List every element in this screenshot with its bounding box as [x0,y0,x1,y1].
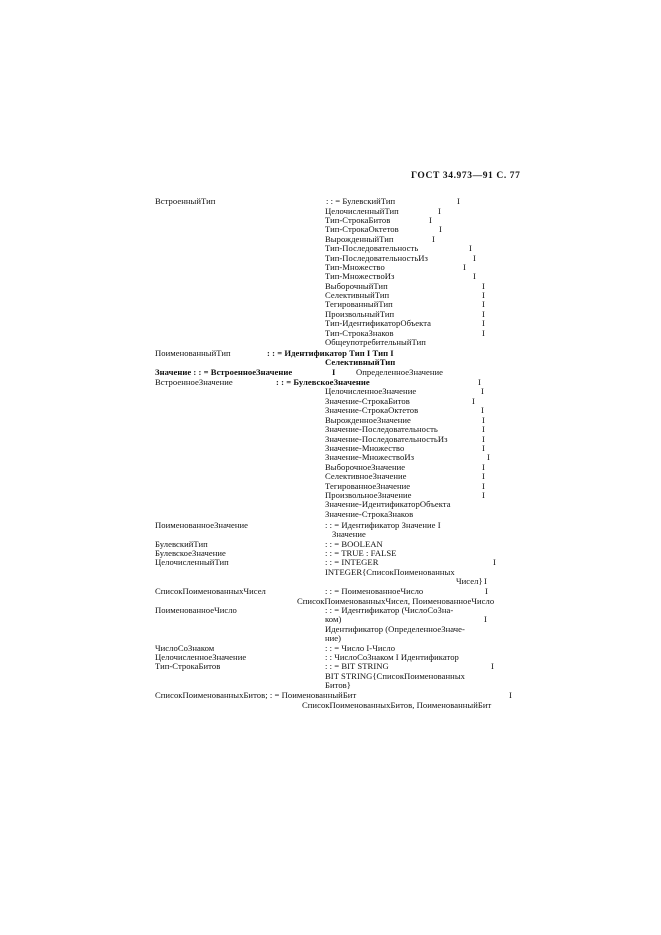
bnf-alternative: Значение-ИдентификаторОбъекта [325,499,451,509]
bnf-alternative: ТегированныйТип [325,299,393,309]
bnf-alternative: СписокПоименованныхБитов, ПоименованныйБит [302,700,492,710]
bnf-alternative: ЦелочисленныйТип [325,206,399,216]
bnf-alternative: Значение-Последовательность [325,424,438,434]
bnf-bar: I [509,690,512,700]
bnf-alternative: СелективноеЗначение [325,471,407,481]
bnf-rule: : : = ПоименованноеЧисло [325,586,424,596]
bnf-nonterminal: БулевскоеЗначение [155,548,226,558]
bnf-rule: : : = БулевскийТип [326,196,396,206]
bnf-bar: I [439,224,442,234]
bnf-alternative: ВырожденноеЗначение [325,415,411,425]
bnf-bar: I [482,434,485,444]
bnf-alternative: Значение-МножествоИз [325,452,415,462]
bnf-bar: I [482,299,485,309]
bnf-alternative: Тип-СтрокаЗнаков [325,328,394,338]
bnf-alternative: ние) [325,633,342,643]
bnf-alternative: Чисел} [456,576,483,586]
bnf-alternative: ОпределенноеЗначение [356,367,444,377]
bnf-alternative: Битов} [325,680,351,690]
bnf-bar: I [482,281,485,291]
bnf-alternative: Значение [332,529,366,539]
bnf-alternative: ПроизвольноеЗначение [325,490,412,500]
bnf-alternative: Тип-МножествоИз [325,271,395,281]
bnf-bar: I [478,377,481,387]
bnf-rule: Значение : : = ВстроенноеЗначение [155,367,293,377]
bnf-alternative: BIT STRING{СписокПоименованных [325,671,465,681]
bnf-nonterminal: ПоименованноеЧисло [155,605,237,615]
bnf-nonterminal: ЧислоСоЗнаком [155,643,215,653]
bnf-rule: СписокПоименованныхБитов; : = ПоименованныйБит [155,690,357,700]
bnf-bar: I [429,215,432,225]
bnf-nonterminal: ЦелочисленныйТип [155,557,229,567]
bnf-nonterminal: СписокПоименованныхЧисел [155,586,266,596]
bnf-rule: : : = Идентификатор Значение I [325,520,441,530]
bnf-alternative: Значение-СтрокаБитов [325,396,410,406]
bnf-alternative: ВыборочноеЗначение [325,462,406,472]
bnf-alternative: Значение-СтрокаОктетов [325,405,419,415]
bnf-nonterminal: ПоименованноеЗначение [155,520,248,530]
bnf-bar: I [482,328,485,338]
bnf-bar: I [487,452,490,462]
bnf-bar: I [482,290,485,300]
bnf-bar: I [482,424,485,434]
bnf-bar: I [481,386,484,396]
bnf-bar: I [482,471,485,481]
bnf-alternative: ТегированноеЗначение [325,481,411,491]
bnf-rule: : : = Идентификатор (ЧислоСоЗна- [325,605,454,615]
bnf-bar: I [482,481,485,491]
bnf-bar: I [482,462,485,472]
bnf-alternative: ВырожденныйТип [325,234,394,244]
bnf-bar: I [484,576,487,586]
bnf-rule: : : = BIT STRING [325,661,389,671]
page-header: ГОСТ 34.973—91 С. 77 [411,171,521,181]
bnf-nonterminal: ЦелочисленноеЗначение [155,652,247,662]
bnf-bar: I [482,309,485,319]
bnf-bar: I [438,206,441,216]
bnf-alternative: Значение-Множество [325,443,405,453]
bnf-alternative: ПроизвольныйТип [325,309,395,319]
bnf-alternative: Тип-Множество [325,262,385,272]
bnf-bar: I [482,490,485,500]
bnf-alternative: Тип-СтрокаОктетов [325,224,399,234]
bnf-bar: I [481,405,484,415]
bnf-alternative: INTEGER{СписокПоименованных [325,567,455,577]
bnf-alternative: Значение-ПоследовательностьИз [325,434,448,444]
bnf-alternative: Тип-СтрокаБитов [325,215,391,225]
bnf-bar: I [469,243,472,253]
bnf-bar: I [473,271,476,281]
bnf-alternative: ОбщеупотребительныйТип [325,337,426,347]
bnf-rule: : : = BOOLEAN [325,539,383,549]
bnf-alternative: ЦелочисленноеЗначение [325,386,417,396]
bnf-rule: : : = БулевскоеЗначение [276,377,370,387]
bnf-rule: : : ЧислоСоЗнаком I Идентификатор [325,652,459,662]
bnf-alternative: ВыборочныйТип [325,281,388,291]
bnf-rule: : : = INTEGER [325,557,379,567]
bnf-bar: I [473,253,476,263]
bnf-bar: I [485,586,488,596]
bnf-alternative: Тип-ИдентификаторОбъекта [325,318,432,328]
bnf-alternative: СелективныйТип [325,290,390,300]
bnf-nonterminal: Тип-СтрокаБитов [155,661,221,671]
bnf-alternative: Идентификатор (ОпределенноеЗначе- [325,624,465,634]
bnf-bar: I [472,396,475,406]
bnf-bar: I [493,557,496,567]
bnf-bar: I [482,443,485,453]
bnf-bar: I [484,614,487,624]
bnf-bar: I [332,367,336,377]
bnf-alternative: СелективныйТип [325,357,396,367]
bnf-alternative: Тип-Последовательность [325,243,419,253]
bnf-nonterminal: ВстроенноеЗначение [155,377,233,387]
bnf-bar: I [432,234,435,244]
bnf-alternative: ком) [325,614,342,624]
bnf-nonterminal: ВстроенныйТип [155,196,216,206]
bnf-rule: : : = TRUE : FALSE [325,548,397,558]
bnf-bar: I [457,196,460,206]
bnf-alternative: СписокПоименованныхЧисел, ПоименованноеЧисло [297,596,495,606]
bnf-bar: I [482,415,485,425]
bnf-bar: I [463,262,466,272]
bnf-alternative: Значение-СтрокаЗнаков [325,509,414,519]
bnf-nonterminal: ПоименованныйТип [155,348,231,358]
bnf-nonterminal: БулевскийТип [155,539,208,549]
bnf-alternative: Тип-ПоследовательностьИз [325,253,428,263]
bnf-bar: I [482,318,485,328]
bnf-rule: : : = Идентификатор Тип I Тип I [267,348,394,358]
bnf-bar: I [491,661,494,671]
bnf-rule: : : = Число I-Число [325,643,396,653]
